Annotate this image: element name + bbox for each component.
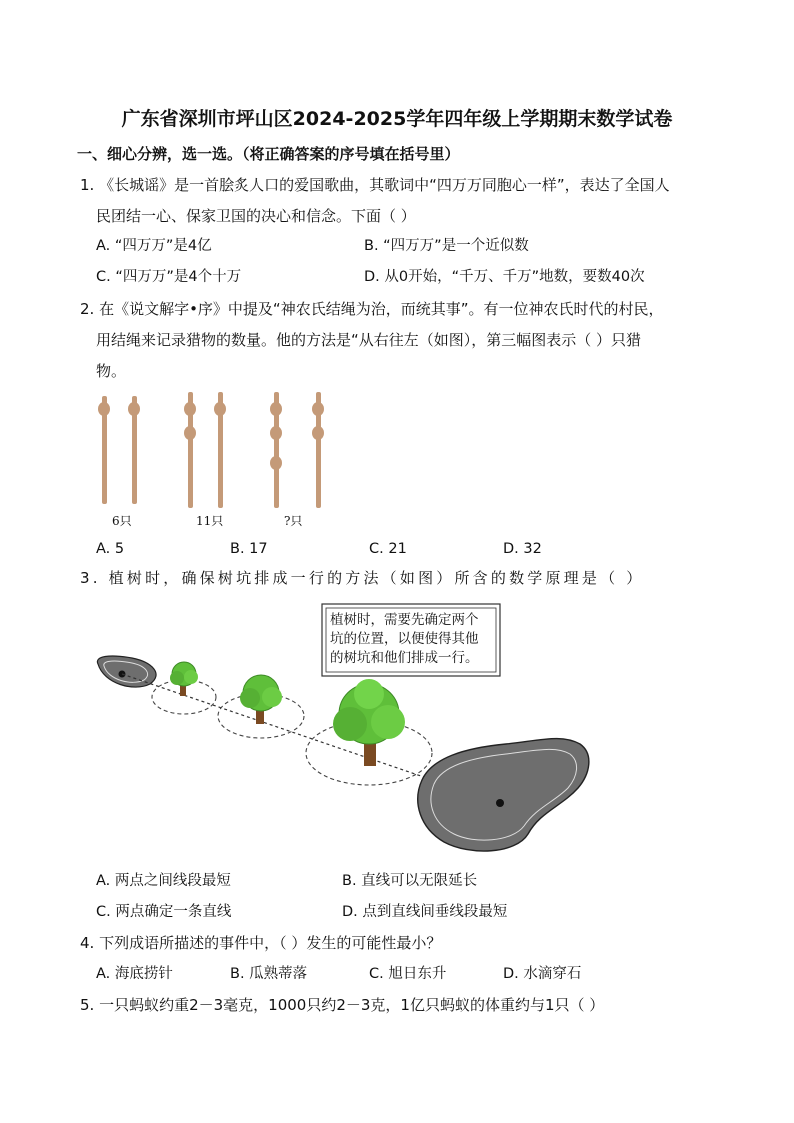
q2-option-d[interactable]: D. 32 (503, 541, 542, 557)
rope-knot (270, 402, 282, 416)
section-heading: 一、细心分辨，选一选。（将正确答案的序号填在括号里） (77, 145, 460, 163)
tree-icon (170, 662, 198, 696)
q2-option-c[interactable]: C. 21 (369, 541, 407, 557)
rope-knot (214, 402, 226, 416)
q3-option-d[interactable]: D. 点到直线间垂线段最短 (342, 904, 508, 920)
callout-line: 的树坑和他们排成一行。 (330, 650, 479, 666)
rope-knot (128, 402, 140, 416)
rope-knot (312, 426, 324, 440)
tree-icon (240, 675, 282, 724)
q4-option-c[interactable]: C. 旭日东升 (369, 966, 447, 982)
callout-text (330, 611, 479, 668)
q3-text-line1: 3. 植树时，确保树坑排成一行的方法（如图）所含的数学原理是（ ） (80, 569, 645, 587)
q3-option-a[interactable]: A. 两点之间线段最短 (96, 873, 231, 889)
q2-option-b[interactable]: B. 17 (230, 541, 268, 557)
q1-option-b[interactable]: B. “四万万”是一个近似数 (364, 238, 529, 254)
q4-option-d[interactable]: D. 水滴穿石 (503, 966, 582, 982)
callout-line: 植树时，需要先确定两个 (330, 612, 479, 628)
knotted-rope-figure (92, 388, 332, 530)
q1-text-line2: 民团结一心、保家卫国的决心和信念。下面（ ） (96, 207, 416, 225)
q2-option-a[interactable]: A. 5 (96, 541, 125, 557)
q2-text-line2: 用结绳来记录猎物的数量。他的方法是“从右往左（如图），第三幅图表示（ ）只猎 (96, 331, 642, 349)
rope-knot (98, 402, 110, 416)
q1-option-c[interactable]: C. “四万万”是4个十万 (96, 269, 242, 285)
q4-option-b[interactable]: B. 瓜熟蒂落 (230, 966, 308, 982)
pit-point-right (496, 799, 504, 807)
rope-knot (270, 456, 282, 470)
q4-text-line1: 4. 下列成语所描述的事件中，（ ）发生的可能性最小？ (80, 934, 442, 952)
rope-knot (184, 426, 196, 440)
rope-knot (184, 402, 196, 416)
rope-label-1: 6只 (112, 514, 132, 528)
rope-knot (312, 402, 324, 416)
q1-text-line1: 1. 《长城谣》是一首脍炙人口的爱国歌曲，其歌词中“四万万同胞心一样”，表达了全国人 (80, 176, 670, 194)
q2-text-line1: 2. 在《说文解字•序》中提及“神农氏结绳为治，而统其事”。有一位神农氏时代的村民， (80, 300, 664, 318)
rope-knot (270, 426, 282, 440)
q4-option-a[interactable]: A. 海底捞针 (96, 966, 173, 982)
page-title: 广东省深圳市坪山区2024-2025学年四年级上学期期末数学试卷 (121, 108, 673, 130)
q3-option-b[interactable]: B. 直线可以无限延长 (342, 873, 478, 889)
q3-option-c[interactable]: C. 两点确定一条直线 (96, 904, 232, 920)
q1-option-d[interactable]: D. 从0开始，“千万、千万”地数，要数40次 (364, 269, 645, 285)
rope-label-2: 11只 (196, 514, 224, 528)
tree-pit-right (418, 739, 589, 851)
q2-text-line3: 物。 (96, 362, 127, 380)
rope-label-3: ?只 (284, 514, 303, 528)
callout-line: 坑的位置，以便使得其他 (330, 631, 479, 647)
tree-icon (333, 679, 405, 766)
q1-option-a[interactable]: A. “四万万”是4亿 (96, 238, 212, 254)
q5-text-line1: 5. 一只蚂蚁约重2－3毫克，1000只约2－3克，1亿只蚂蚁的体重约与1只（ ） (80, 996, 605, 1014)
